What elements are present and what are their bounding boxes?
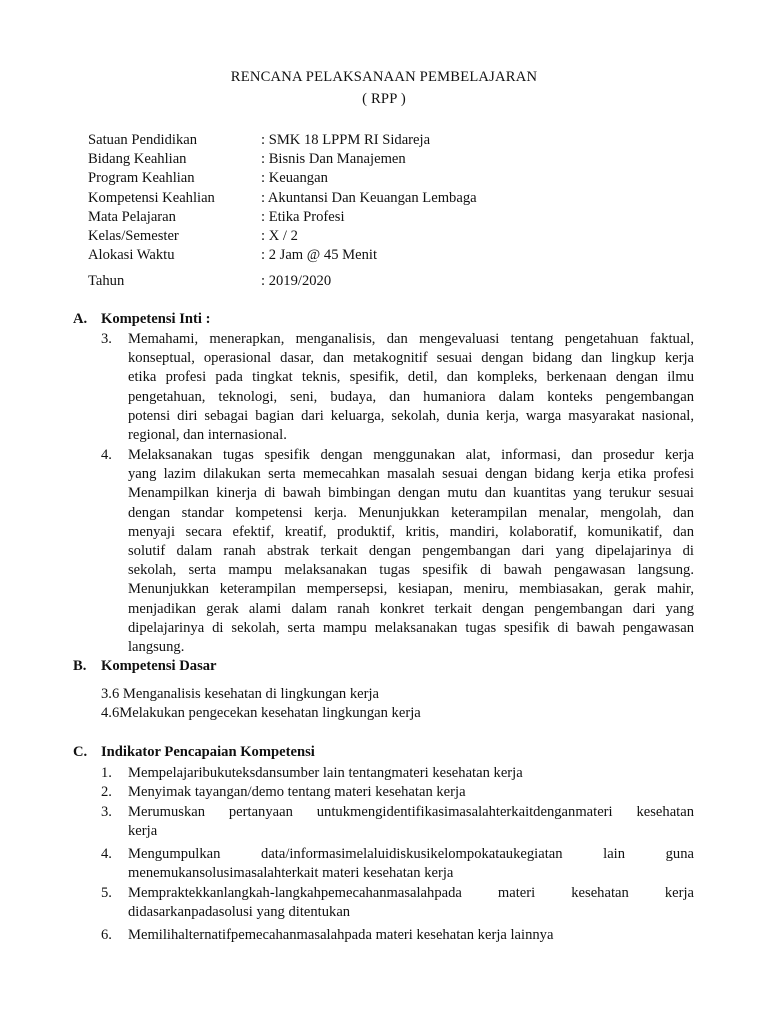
section-b-letter: B. xyxy=(73,658,87,674)
info-row xyxy=(88,227,688,246)
list-item-line: menyaji secara efektif, kreatif, produktif, kritis, mandiri, kolaboratif, komunikatif, dan xyxy=(128,523,694,540)
list-item xyxy=(128,845,694,883)
info-row xyxy=(88,169,688,188)
competency-item: 4.6Melakukan pengecekan kesehatan lingkungan kerja xyxy=(101,705,421,721)
list-item-line: regional, dan internasional. xyxy=(128,426,287,443)
list-item-line: Memahami, menerapkan, menganalisis, dan mengevaluasi tentang pengetahuan faktual, xyxy=(128,331,694,347)
list-item xyxy=(128,926,694,945)
info-value: : X / 2 xyxy=(261,228,298,244)
list-item-line: menemukansolusimasalahterkait materi kesehatan kerja xyxy=(128,865,454,882)
list-item-line: Memilihalternatifpemecahanmasalahpada materi kesehatan kerja lainnya xyxy=(128,927,554,943)
list-item-line: potensi diri sebagai bagian dari keluarga, sekolah, dunia kerja, warga masyarakat nasional, xyxy=(128,407,694,424)
list-item-line: Mengumpulkan data/informasimelaluidiskusikelompokataukegiatan lain guna xyxy=(128,846,694,862)
competency-item: 3.6 Menganalisis kesehatan di lingkungan kerja xyxy=(101,686,380,702)
info-value: : 2019/2020 xyxy=(261,273,332,289)
section-c-letter: C. xyxy=(73,744,88,760)
list-item-line: Menunjukkan keterampilan mempersepsi, kesiapan, meniru, membiasakan, gerak mahir, xyxy=(128,581,694,598)
list-item-line: konseptual, operasional dasar, dan metakognitif sesuai dengan bidang dan lingkup kerja xyxy=(128,350,694,367)
info-value: : Bisnis Dan Manajemen xyxy=(261,151,406,167)
info-row xyxy=(88,246,688,265)
list-item-line: Mempelajaribukuteksdansumber lain tentangmateri kesehatan kerja xyxy=(128,765,523,781)
list-item-line: dengan standar kompetensi kerja. Menunjukkan keterampilan menalar, mengolah, dan xyxy=(128,504,694,521)
info-value: : 2 Jam @ 45 Menit xyxy=(261,247,377,263)
list-item-line: dipelajarinya di sekolah, serta mampu melaksanakan tugas spesifik di bawah pengawasan xyxy=(128,619,694,636)
list-item-line: Merumuskan pertanyaan untukmengidentifikasimasalahterkaitdenganmateri kesehatan xyxy=(128,804,694,820)
list-item-line: menjadikan gerak alami dalam ranah konkret terkait dengan pengembangan dari yang xyxy=(128,600,694,617)
list-item-number: 4. xyxy=(101,447,112,463)
list-item-number: 2. xyxy=(101,784,112,800)
list-item xyxy=(128,884,694,922)
list-item-number: 5. xyxy=(101,885,112,901)
list-item-line: Menampilkan kinerja di bawah bimbingan dengan mutu dan kuantitas yang terukur sesuai xyxy=(128,485,694,502)
list-item-line: kerja xyxy=(128,823,158,840)
info-value: : SMK 18 LPPM RI Sidareja xyxy=(261,132,431,148)
section-c-title: Indikator Pencapaian Kompetensi xyxy=(101,744,315,760)
info-row xyxy=(88,150,688,169)
list-item-line: solutif dalam ranah abstrak terkait dengan pengembangan dari yang dipelajarinya di xyxy=(128,542,694,559)
list-item xyxy=(128,803,694,841)
info-value: : Etika Profesi xyxy=(261,209,345,225)
list-item xyxy=(128,330,694,445)
list-item-line: Mempraktekkanlangkah-langkahpemecahanmasalahpada materi kesehatan kerja xyxy=(128,885,694,901)
list-item xyxy=(128,783,694,802)
section-a-letter: A. xyxy=(73,311,88,327)
document-title: RENCANA PELAKSANAAN PEMBELAJARAN xyxy=(230,69,538,85)
info-row xyxy=(88,189,688,208)
section-b-title: Kompetensi Dasar xyxy=(101,658,217,674)
list-item-number: 1. xyxy=(101,765,112,781)
list-item-line: langsung. xyxy=(128,638,185,655)
section-a-title: Kompetensi Inti : xyxy=(101,311,211,327)
info-value: : Keuangan xyxy=(261,170,328,186)
list-item-line: Melaksanakan tugas spesifik dengan menggunakan alat, informasi, dan prosedur kerja xyxy=(128,447,694,463)
info-label: Bidang Keahlian xyxy=(88,151,187,167)
list-item-line: etika profesi pada tingkat teknis, spesifik, detil, dan kompleks, berkenaan dengan ilmu xyxy=(128,369,694,386)
info-row xyxy=(88,208,688,227)
list-item-line: pengetahuan, teknologi, seni, budaya, dan humaniora dalam konteks pengembangan xyxy=(128,388,694,405)
list-item-number: 4. xyxy=(101,846,112,862)
document-subtitle: ( RPP ) xyxy=(362,91,406,107)
info-label: Program Keahlian xyxy=(88,170,195,186)
info-label: Satuan Pendidikan xyxy=(88,132,198,148)
list-item-line: didasarkanpadasolusi yang ditentukan xyxy=(128,904,351,921)
info-label: Kelas/Semester xyxy=(88,228,179,244)
info-label: Kompetensi Keahlian xyxy=(88,190,215,206)
list-item-number: 3. xyxy=(101,331,112,347)
list-item-line: sekolah, serta mampu melaksanakan tugas spesifik di bawah pengawasan langsung. xyxy=(128,562,694,579)
info-row xyxy=(88,131,688,150)
info-value: : Akuntansi Dan Keuangan Lembaga xyxy=(261,190,477,206)
list-item-number: 3. xyxy=(101,804,112,820)
list-item-number: 6. xyxy=(101,927,112,943)
list-item-line: Menyimak tayangan/demo tentang materi kesehatan kerja xyxy=(128,784,466,800)
info-label: Mata Pelajaran xyxy=(88,209,176,225)
info-label: Tahun xyxy=(88,273,125,289)
list-item-line: yang lazim dilakukan serta memecahkan masalah sesuai dengan bidang kerja etika profesi xyxy=(128,466,694,483)
list-item xyxy=(128,446,694,657)
info-label: Alokasi Waktu xyxy=(88,247,175,263)
info-row xyxy=(88,272,688,291)
list-item xyxy=(128,764,694,783)
